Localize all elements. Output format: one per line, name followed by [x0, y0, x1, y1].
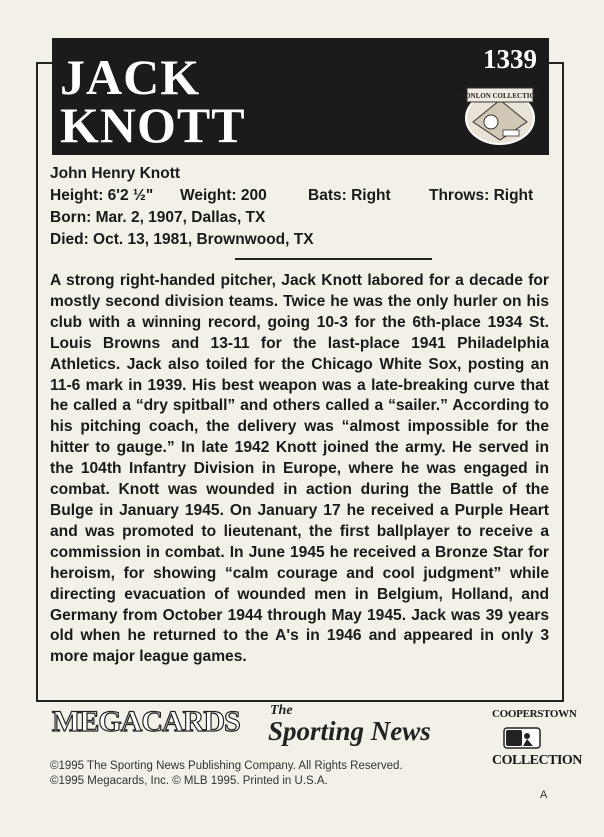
sporting-news-the: The — [270, 703, 293, 718]
megacards-logo: MEGACARDS — [52, 705, 240, 738]
player-last-name: KNOTT — [60, 97, 246, 153]
frame-line-left — [36, 62, 38, 702]
sporting-news-logo: Sporting News — [268, 716, 431, 746]
logo-label: CONLON COLLECTION — [460, 92, 540, 100]
copyright-line-2: ©1995 Megacards, Inc. © MLB 1995. Printed in U.S.A. — [50, 775, 328, 787]
player-first-name: JACK — [60, 49, 201, 105]
stats-row — [50, 185, 534, 207]
frame-line-right — [562, 62, 564, 702]
mlb-logo-icon — [503, 727, 541, 749]
name-header — [52, 38, 549, 155]
section-divider — [235, 258, 432, 260]
copyright-line-1: ©1995 The Sporting News Publishing Company. All Rights Reserved. — [50, 760, 403, 772]
throws-value: Throws: Right — [429, 187, 534, 204]
card-number: 1339 — [483, 44, 537, 74]
corner-letter: A — [540, 789, 548, 801]
weight-value: Weight: 200 — [180, 187, 267, 204]
frame-corner-left — [36, 62, 52, 64]
frame-line-bottom — [36, 700, 564, 702]
bats-value: Bats: Right — [308, 187, 391, 204]
player-bio — [50, 163, 534, 251]
conlon-collection-logo-icon — [459, 78, 541, 148]
frame-corner-right — [548, 62, 564, 64]
copyright-notice — [50, 759, 403, 789]
height-value: Height: 6'2 ½" — [50, 187, 154, 204]
biography-text: A strong right-handed pitcher, Jack Knott labored for a decade for mostly second division teams. Twice he was the only hurler on his club with a winning record, going 10-3 for the 6th-place 1934 St. Louis Browns and 13-11 for the last-place 1941 Philadelphia Athletics. Jack also toiled for the Chicago White Sox, posting an 11-6 mark in 1939. His best weapon was a late-breaking curve that he called a “dry spitball” and others called a “sailer.” According to his pitching coach, the delivery was “almost impossible for the hitter to gauge.” In late 1942 Knott joined the army. He served in the 104th Infantry Division in Europe, where he was engaged in combat. Knott was wounded in action during the Battle of the Bulge in January 1945. On January 17 he received a Purple Heart and was promoted to lieutenant, the first ballplayer to receive a commission in combat. In June 1945 he received a Bronze Star for heroism, for showing “calm courage and cool judgment” while directing evacuation of wounded men in Belgium, Holland, and Germany from October 1944 through May 1945. Jack was 39 years old when he returned to the A's in 1946 and appeared in only 3 more major league games. — [50, 272, 549, 666]
collection-label: COLLECTION — [492, 753, 582, 768]
cooperstown-label: COOPERSTOWN — [492, 708, 577, 720]
died-value: Died: Oct. 13, 1981, Brownwood, TX — [50, 231, 314, 248]
born-value: Born: Mar. 2, 1907, Dallas, TX — [50, 209, 266, 226]
full-name: John Henry Knott — [50, 165, 181, 182]
